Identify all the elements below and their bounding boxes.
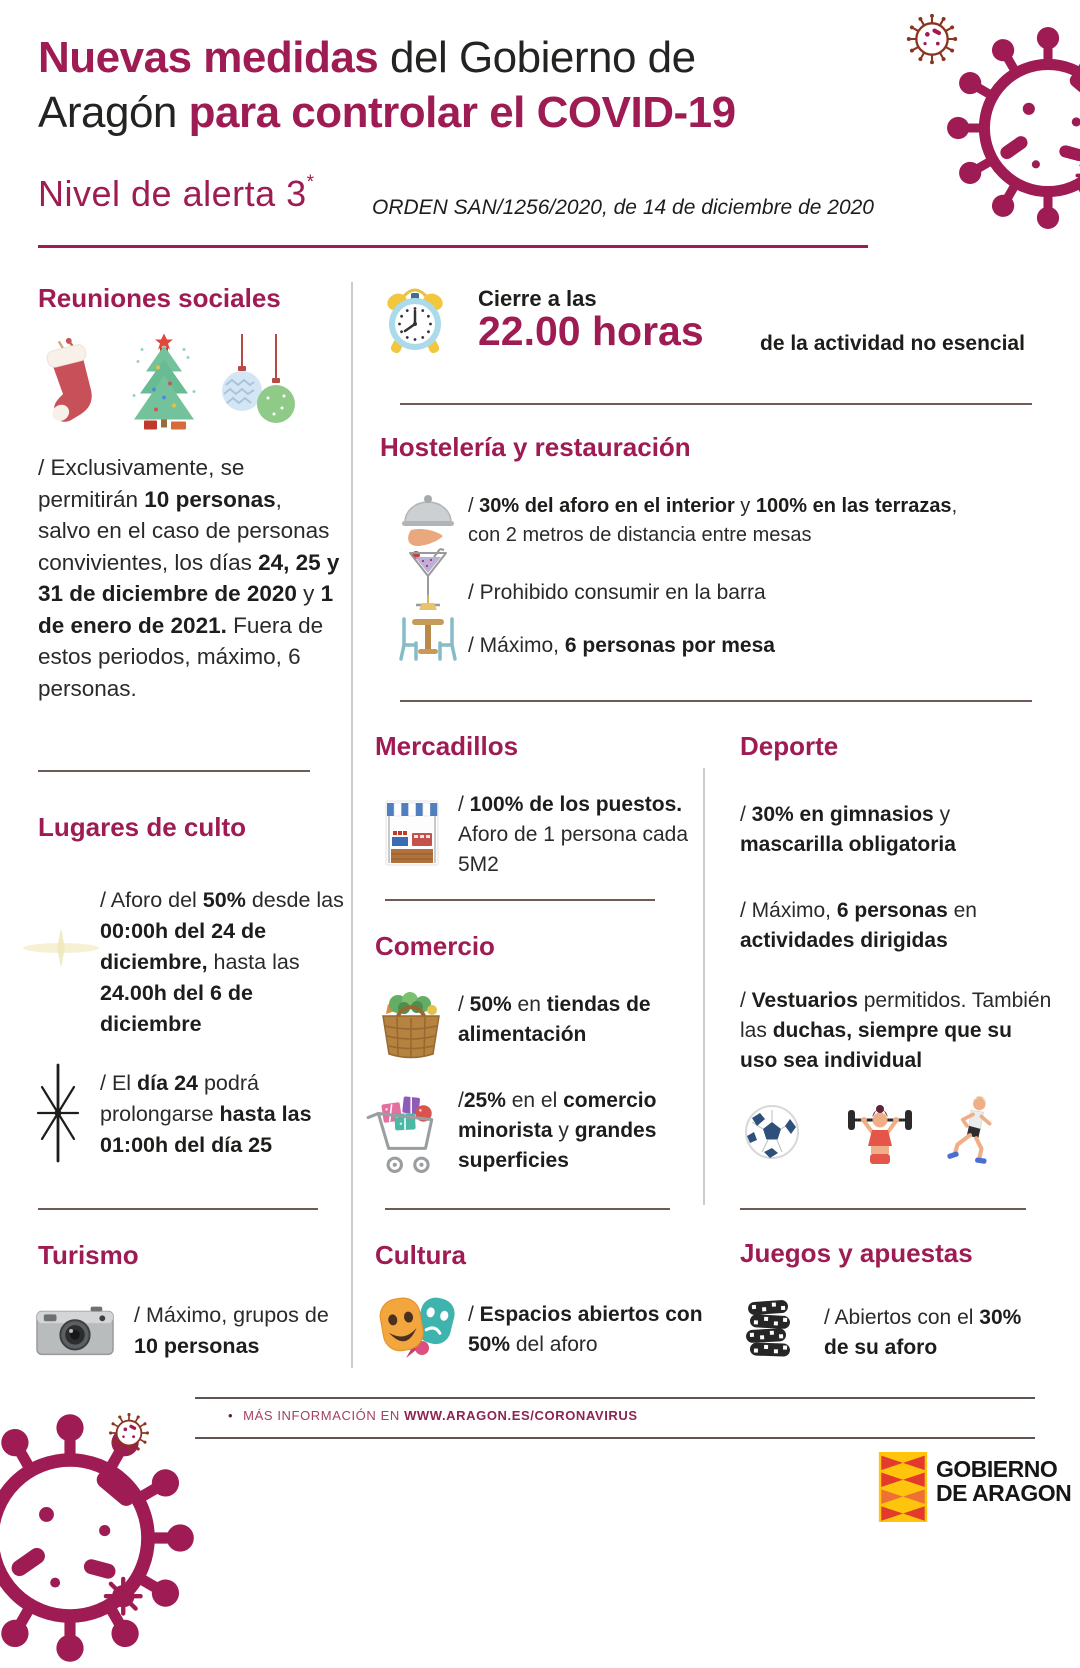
shopping-cart-icon — [364, 1086, 444, 1182]
christmas-stocking-icon — [40, 333, 104, 431]
footer-info-url: WWW.ARAGON.ES/CORONAVIRUS — [404, 1408, 638, 1423]
camera-icon — [36, 1301, 114, 1357]
cultura-body: / Espacios abiertos con 50% del aforo — [468, 1303, 703, 1357]
section-heading-turismo: Turismo — [38, 1240, 139, 1270]
footer-divider-bottom — [195, 1437, 1035, 1439]
page-title — [38, 30, 898, 140]
column-divider — [703, 768, 705, 1205]
comercio-item-1: / 50% en tiendas de alimentación — [458, 993, 651, 1047]
section-heading-hosteleria: Hostelería y restauración — [380, 432, 691, 462]
footer-info — [228, 1408, 638, 1423]
logo-line2: DE ARAGON — [936, 1479, 1072, 1506]
closure-prefix: Cierre a las — [478, 286, 597, 311]
section-heading-culto: Lugares de culto — [38, 812, 247, 842]
logo-line1: GOBIERNO — [936, 1456, 1058, 1482]
page-title-line2: Aragón para controlar el COVID-19 — [38, 88, 736, 137]
runner-icon — [942, 1094, 998, 1168]
header-divider — [38, 245, 868, 248]
divider — [400, 403, 1032, 405]
soccer-ball-icon — [744, 1104, 800, 1160]
closure-suffix: de la actividad no esencial — [760, 332, 1025, 355]
hosteleria-item-1: / 30% del aforo en el interior y 100% en las terrazas, con 2 metros de distancia entre mesas — [468, 495, 958, 546]
mercadillos-body: / 100% de los puestos. Aforo de 1 persona cada 5M2 — [458, 793, 688, 877]
section-heading-cultura: Cultura — [375, 1240, 466, 1270]
page-title-line1: Nuevas medidas del Gobierno de — [38, 33, 696, 82]
alert-asterisk: * — [306, 172, 315, 193]
section-heading-mercadillos: Mercadillos — [375, 731, 519, 761]
order-reference: ORDEN SAN/1256/2020, de 14 de diciembre de 2020 — [372, 196, 874, 219]
section-heading-reuniones: Reuniones sociales — [38, 283, 281, 313]
deporte-item-3: / Vestuarios permitidos. También las duchas, siempre que su uso sea individual — [740, 989, 1052, 1073]
serving-cloche-icon — [399, 489, 457, 547]
poker-chips-icon — [741, 1299, 795, 1361]
footer-info-prefix: MÁS INFORMACIÓN EN — [243, 1408, 405, 1423]
column-divider — [351, 282, 353, 1368]
theater-masks-icon — [376, 1292, 464, 1364]
star-sparkle-icon — [30, 1062, 86, 1164]
food-basket-icon — [376, 988, 446, 1062]
table-chairs-icon — [396, 595, 460, 667]
star-glow-icon — [18, 922, 104, 974]
divider — [400, 700, 1032, 702]
divider — [38, 1208, 318, 1210]
hosteleria-item-3: / Máximo, 6 personas por mesa — [468, 634, 775, 657]
virus-large-icon — [942, 22, 1080, 234]
section-heading-comercio: Comercio — [375, 931, 495, 961]
juegos-body: / Abiertos con el 30% de su aforo — [824, 1306, 1022, 1360]
christmas-baubles-icon — [218, 334, 298, 430]
virus-large-icon — [0, 1408, 200, 1668]
virus-small-icon — [903, 10, 961, 68]
government-logo-text — [936, 1458, 1071, 1506]
divider — [38, 770, 310, 772]
divider — [740, 1208, 1026, 1210]
weightlifting-icon — [846, 1100, 914, 1166]
deporte-item-1: / 30% en gimnasios y mascarilla obligatoria — [740, 803, 956, 857]
divider — [385, 1208, 670, 1210]
culto-item-1: / Aforo del 50% desde las 00:00h del 24 de diciembre, hasta las 24.00h del 6 de diciembre — [100, 888, 344, 1036]
bullet-icon: • — [228, 1408, 234, 1423]
market-stall-icon — [382, 797, 442, 871]
closure-time: 22.00 horas — [478, 308, 704, 354]
reuniones-body: / Exclusivamente, se permitirán 10 personas, salvo en el caso de personas convivientes, los días 24, 25 y 31 de diciembre de 2020 y 1 de enero de 2021. Fuera de estos periodos, máximo, 6 personas. — [38, 455, 340, 701]
deporte-item-2: / Máximo, 6 personas en actividades dirigidas — [740, 899, 977, 953]
divider — [385, 899, 655, 901]
culto-item-2: / El día 24 podrá prolongarse hasta las 01:00h del día 25 — [100, 1071, 312, 1157]
comercio-item-2: /25% en el comercio minorista y grandes superficies — [458, 1089, 657, 1173]
virus-small-icon — [106, 1410, 152, 1456]
alert-level: Nivel de alerta 3* — [38, 172, 315, 214]
section-heading-deporte: Deporte — [740, 731, 839, 761]
footer-divider-top — [195, 1397, 1035, 1399]
section-heading-juegos: Juegos y apuestas — [740, 1238, 973, 1268]
christmas-tree-icon — [126, 330, 202, 433]
aragon-flag-icon — [878, 1452, 928, 1522]
hosteleria-item-2: / Prohibido consumir en la barra — [468, 581, 766, 604]
turismo-body: / Máximo, grupos de 10 personas — [134, 1303, 329, 1358]
alarm-clock-icon — [382, 281, 448, 357]
